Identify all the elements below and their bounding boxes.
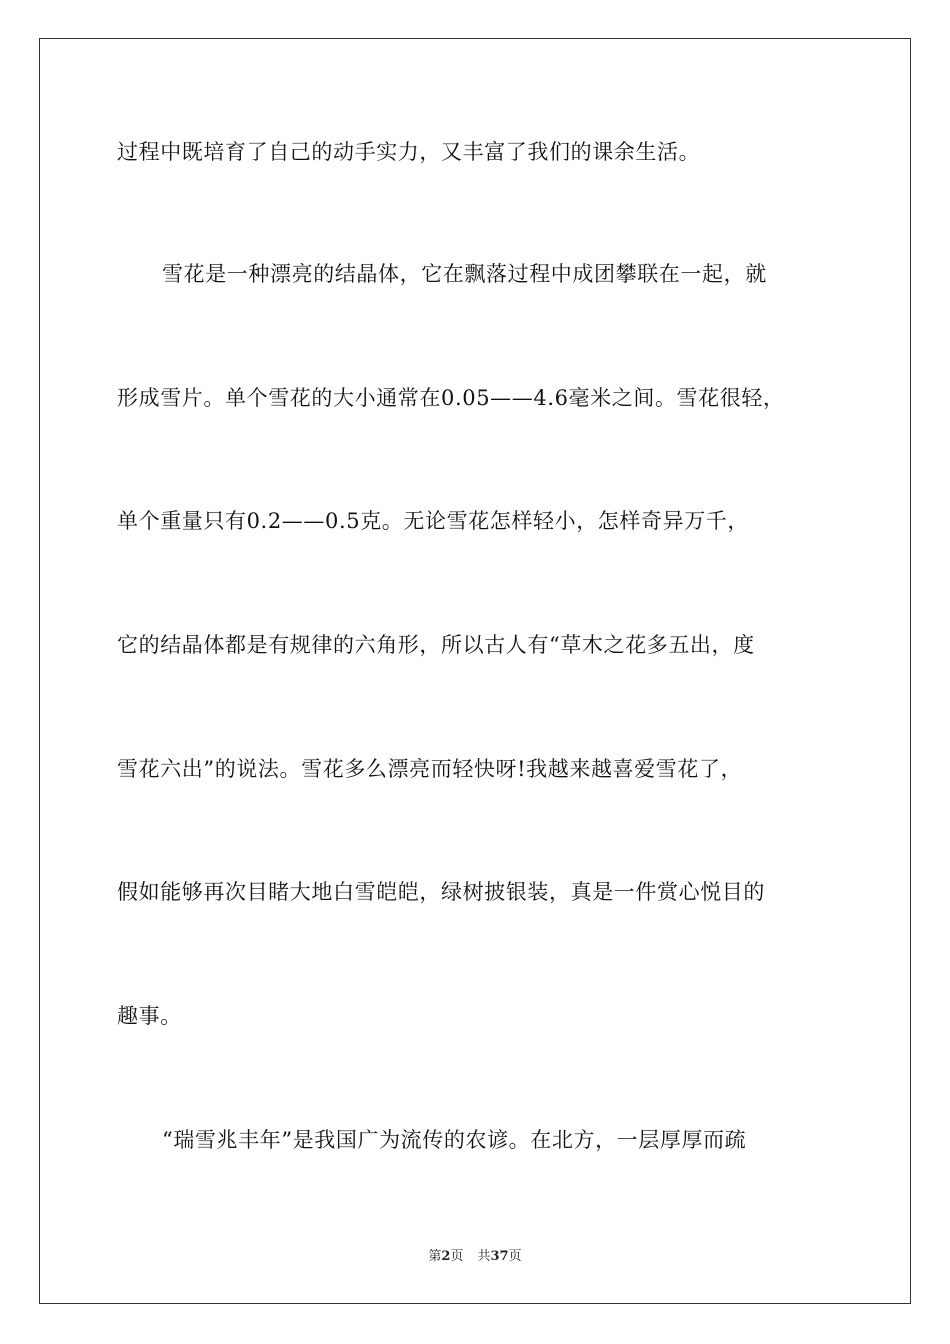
page-border (39, 38, 911, 1304)
page-prefix: 第 (428, 1249, 442, 1264)
page-footer (0, 1248, 950, 1266)
paragraph-line: 它的结晶体都是有规律的六角形，所以古人有“草木之花多五出，度 (117, 633, 755, 657)
paragraph-line: 趣事。 (117, 1004, 182, 1028)
paragraph-line: 形成雪片。单个雪花的大小通常在0.05——4.6毫米之间。雪花很轻， (117, 386, 785, 410)
total-prefix: 共 (477, 1249, 491, 1264)
paragraph-line: 过程中既培育了自己的动手实力，又丰富了我们的课余生活。 (117, 140, 701, 164)
paragraph-line: 单个重量只有0.2——0.5克。无论雪花怎样轻小，怎样奇异万千， (117, 509, 749, 533)
paragraph-line: 雪花六出”的说法。雪花多么漂亮而轻快呀!我越来越喜爱雪花了， (117, 757, 743, 781)
page-suffix: 页 (450, 1249, 464, 1264)
paragraph-line: “瑞雪兆丰年”是我国广为流传的农谚。在北方，一层厚厚而疏 (162, 1128, 747, 1152)
page-number: 2 (441, 1249, 451, 1264)
total-suffix: 页 (508, 1249, 522, 1264)
total-pages: 37 (490, 1249, 509, 1264)
paragraph-line: 假如能够再次目睹大地白雪皑皑，绿树披银装，真是一件赏心悦目的 (117, 880, 765, 904)
paragraph-line: 雪花是一种漂亮的结晶体，它在飘落过程中成团攀联在一起，就 (162, 262, 767, 286)
